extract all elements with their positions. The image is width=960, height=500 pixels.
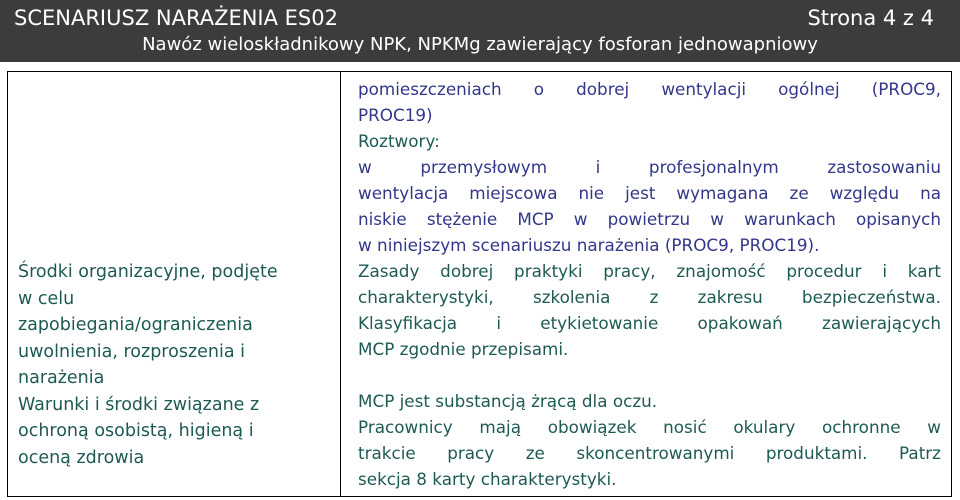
- document-title: SCENARIUSZ NARAŻENIA ES02: [14, 6, 338, 30]
- content-line: trakcie pracy ze skoncentrowanymi produktami. Patrz: [358, 443, 941, 463]
- content-column: [341, 72, 951, 496]
- section-label: [18, 259, 333, 471]
- section-content: [358, 76, 941, 492]
- content-line: sekcja 8 karty charakterystyki.: [358, 469, 617, 489]
- content-line: w niniejszym scenariuszu narażenia (PROC9, PROC19).: [358, 235, 820, 255]
- label-line: w celu: [18, 288, 75, 309]
- content-table: [7, 71, 952, 497]
- content-line: charakterystyki, szkolenia z zakresu bezpieczeństwa.: [358, 287, 941, 307]
- content-line: Pracownicy mają obowiązek nosić okulary ochronne w: [358, 417, 941, 437]
- content-line: niskie stężenie MCP w powietrzu w warunkach opisanych: [358, 209, 941, 229]
- content-line: w przemysłowym i profesjonalnym zastosowaniu: [358, 157, 941, 177]
- label-line: narażenia: [18, 368, 105, 388]
- spacer: [358, 362, 941, 388]
- content-line: wentylacja miejscowa nie jest wymagana ze względu na: [358, 183, 941, 203]
- page-number: Strona 4 z 4: [807, 6, 934, 30]
- label-line: oceną zdrowia: [18, 447, 145, 468]
- content-line: MCP jest substancją żrącą dla oczu.: [358, 391, 658, 411]
- label-line: Środki organizacyjne, podjęte: [18, 262, 278, 282]
- content-line: Klasyfikacja i etykietowanie opakowań zawierających: [358, 313, 941, 333]
- subheading-roztwory: Roztwory:: [358, 131, 440, 151]
- document-subtitle: Nawóz wieloskładnikowy NPK, NPKMg zawierający fosforan jednowapniowy: [142, 34, 818, 55]
- content-line: MCP zgodnie przepisami.: [358, 339, 569, 359]
- label-line: Warunki i środki związane z: [18, 394, 260, 415]
- label-line: zapobiegania/ograniczenia: [18, 315, 253, 335]
- content-line: Zasady dobrej praktyki pracy, znajomość procedur i kart: [358, 261, 941, 281]
- label-line: ochroną osobistą, higieną i: [18, 421, 254, 441]
- label-column: [8, 72, 341, 496]
- content-line: PROC19): [358, 105, 433, 125]
- content-line: pomieszczeniach o dobrej wentylacji ogólnej (PROC9,: [358, 79, 941, 99]
- document-header: [0, 0, 960, 62]
- label-line: uwolnienia, rozproszenia i: [18, 341, 245, 362]
